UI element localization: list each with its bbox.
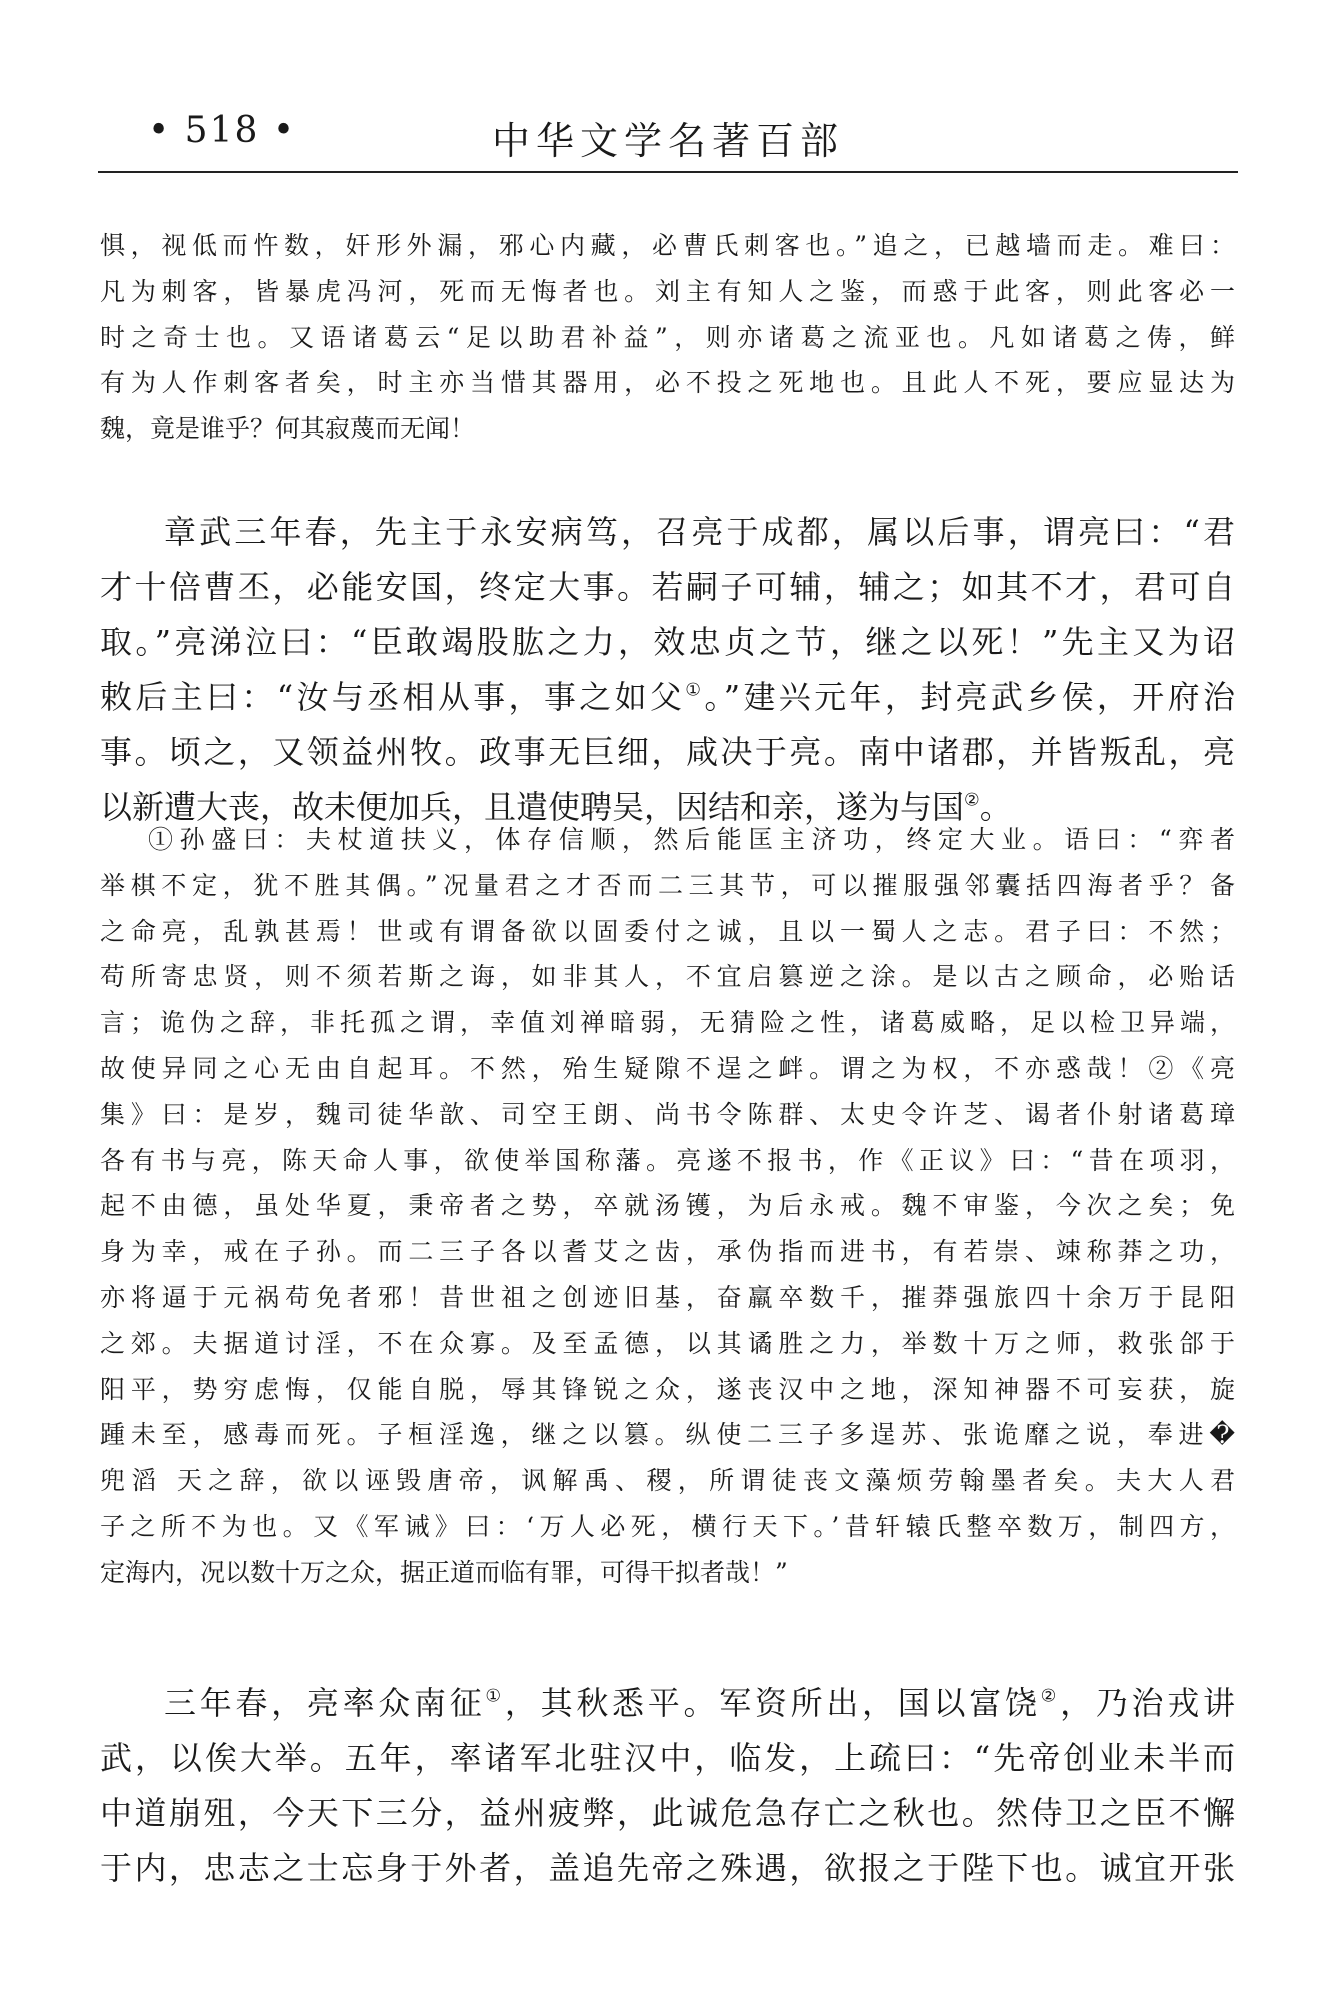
annotation-block-2 <box>100 817 1235 1596</box>
text-line: 故使异同之心无由自起耳。不然，殆生疑隙不逞之衅。谓之为权，不亦惑哉！②《亮 <box>100 1053 1235 1083</box>
footnote-mark: ② <box>1040 1686 1061 1707</box>
text-line: 有为人作刺客者矣，时主亦当惜其器用，必不投之死地也。且此人不死，要应显达为 <box>100 368 1235 398</box>
text-line <box>100 1676 1235 1731</box>
text-segment: 。 <box>979 788 1012 826</box>
text-line: 章武三年春，先主于永安病笃，召亮于成都，属以后事，谓亮曰：“君 <box>164 513 1235 551</box>
text-line: 魏，竟是谁乎？何其寂蔑而无闻！ <box>100 414 476 444</box>
text-line: 定海内，况以数十万之众，据正道而临有罪，可得干拟者哉！” <box>100 1557 788 1587</box>
text-line: 集》曰：是岁，魏司徒华歆、司空王朗、尚书令陈群、太史令许芝、谒者仆射诸葛璋 <box>100 1099 1235 1129</box>
text-line: 阳平，势穷虑悔，仅能自脱，辱其锋锐之众，遂丧汉中之地，深知神器不可妄获，旋 <box>100 1374 1235 1404</box>
header-rule <box>98 171 1238 173</box>
text-line: 事。顷之，又领益州牧。政事无巨细，咸决于亮。南中诸郡，并皆叛乱，亮 <box>100 733 1235 771</box>
text-segment: 敕后主曰：“汝与丞相从事，事之如父 <box>100 678 686 716</box>
text-line: 举棋不定，犹不胜其偶。”况量君之才否而二三其节，可以摧服强邻囊括四海者乎？备 <box>100 870 1235 900</box>
page-number: • 518 • <box>148 110 297 151</box>
text-line: 取。”亮涕泣曰：“臣敢竭股肱之力，效忠贞之节，继之以死！”先主又为诏 <box>100 623 1235 661</box>
main-text-block-2 <box>100 1676 1235 1896</box>
text-line: 子之所不为也。又《军诫》曰：‘万人必死，横行天下。’昔轩辕氏整卒数万，制四方， <box>100 1511 1235 1541</box>
text-line: 之郊。夫据道讨淫，不在众寡。及至孟德，以其谲胜之力，举数十万之师，救张郃于 <box>100 1328 1235 1358</box>
text-line: 各有书与亮，陈天命人事，欲使举国称藩。亮遂不报书，作《正议》曰：“昔在项羽， <box>100 1145 1235 1175</box>
text-line: 武，以俟大举。五年，率诸军北驻汉中，临发，上疏曰：“先帝创业未半而 <box>100 1739 1235 1777</box>
main-text-block-1 <box>100 505 1235 835</box>
text-line: 身为幸，戒在子孙。而二三子各以耆艾之齿，承伪指而进书，有若崇、竦称莽之功， <box>100 1237 1235 1267</box>
text-segment: ，乃治戎讲 <box>1060 1684 1235 1722</box>
text-segment: ，其秋悉平。军资所出，国以富饶 <box>504 1684 1041 1722</box>
text-line: 言；诡伪之辞，非托孤之谓，幸值刘禅暗弱，无猜险之性，诸葛威略，足以检卫异端， <box>100 1008 1235 1038</box>
text-line: 于内，忠志之士忘身于外者，盖追先帝之殊遇，欲报之于陛下也。诚宜开张 <box>100 1849 1235 1887</box>
text-line <box>100 670 1235 725</box>
text-line: 亦将逼于元祸苟免者邪！昔世祖之创迹旧基，奋羸卒数千，摧莽强旅四十余万于昆阳 <box>100 1282 1235 1312</box>
footnote-mark: ① <box>485 1686 505 1707</box>
text-line: 时之奇士也。又语诸葛云“足以助君补益”，则亦诸葛之流亚也。凡如诸葛之俦，鲜 <box>100 322 1235 352</box>
text-line: 起不由德，虽处华夏，秉帝者之势，卒就汤镬，为后永戒。魏不审鉴，今次之矣；免 <box>100 1191 1235 1221</box>
text-segment: 三年春，亮率众南征 <box>164 1684 486 1722</box>
footnote-mark: ① <box>685 680 705 701</box>
text-line: 兜滔 天之辞，欲以诬毁唐帝，讽解禹、稷，所谓徒丧文藻烦劳翰墨者矣。夫大人君 <box>100 1466 1235 1496</box>
text-line: 踵未至，感毒而死。子桓淫逸，继之以篡。纵使二三子多逞苏、张诡靡之说，奉进� <box>100 1420 1235 1450</box>
text-line: 凡为刺客，皆暴虎冯河，死而无悔者也。刘主有知人之鉴，而惑于此客，则此客必一 <box>100 276 1235 306</box>
annotation-block-1 <box>100 223 1235 452</box>
text-segment: 以新遭大丧，故未便加兵，且遣使聘吴，因结和亲，遂为与国 <box>100 788 965 826</box>
book-title: 中华文学名著百部 <box>491 119 844 163</box>
footnote-mark: ② <box>964 790 980 811</box>
text-line: 才十倍曹丕，必能安国，终定大事。若嗣子可辅，辅之；如其不才，君可自 <box>100 568 1235 606</box>
text-line: ①孙盛曰：夫杖道扶义，体存信顺，然后能匡主济功，终定大业。语曰：“弈者 <box>148 825 1235 854</box>
text-line: 惧，视低而忤数，奸形外漏，邪心内藏，必曹氏刺客也。”追之，已越墙而走。难曰： <box>100 231 1235 260</box>
text-line: 之命亮，乱孰甚焉！世或有谓备欲以固委付之诚，且以一蜀人之志。君子曰：不然； <box>100 916 1235 946</box>
page-header <box>98 110 1238 170</box>
text-line: 苟所寄忠贤，则不须若斯之诲，如非其人，不宜启篡逆之涂。是以古之顾命，必贻话 <box>100 962 1235 992</box>
text-line: 中道崩殂，今天下三分，益州疲弊，此诚危急存亡之秋也。然侍卫之臣不懈 <box>100 1794 1235 1832</box>
text-segment: 。”建兴元年，封亮武乡侯，开府治 <box>704 678 1235 716</box>
